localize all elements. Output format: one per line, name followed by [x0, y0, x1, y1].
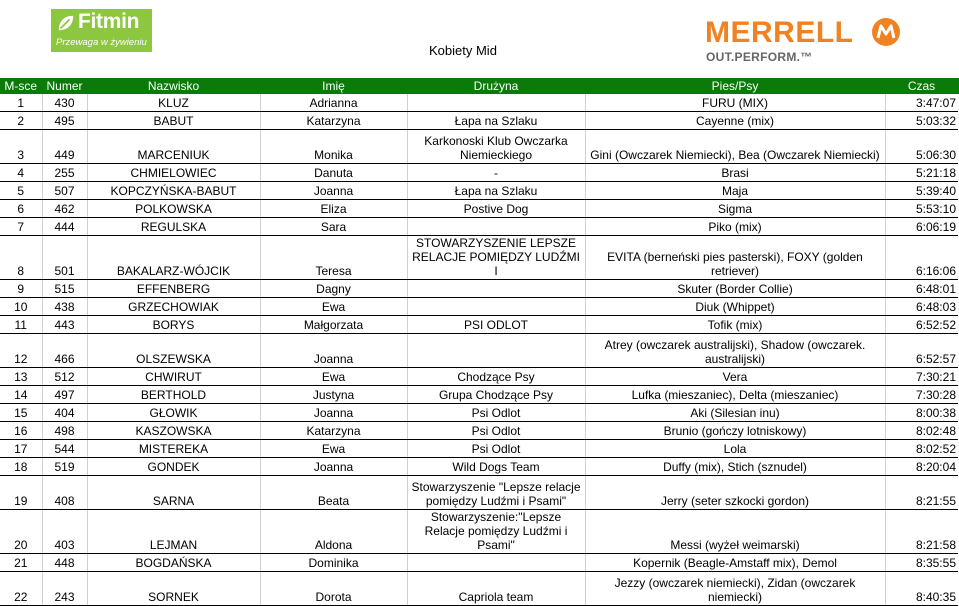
table-row — [0, 554, 958, 572]
cell-first-name: Dominika — [260, 554, 407, 572]
cell-time: 5:21:18 — [885, 164, 958, 182]
cell-team: Grupa Chodzące Psy — [407, 386, 585, 404]
cell-team: Capriola team — [407, 572, 585, 606]
cell-team: Postive Dog — [407, 200, 585, 218]
table-row — [0, 182, 958, 200]
cell-number: 462 — [42, 200, 87, 218]
cell-number: 495 — [42, 112, 87, 130]
cell-place: 13 — [0, 368, 42, 386]
cell-team: Psi Odlot — [407, 422, 585, 440]
cell-place: 19 — [0, 476, 42, 510]
cell-number: 430 — [42, 94, 87, 112]
column-header-number: Numer — [42, 78, 87, 94]
cell-surname: GONDEK — [87, 458, 260, 476]
cell-team: Wild Dogs Team — [407, 458, 585, 476]
cell-team: Psi Odlot — [407, 440, 585, 458]
table-row — [0, 458, 958, 476]
cell-first-name: Teresa — [260, 236, 407, 280]
cell-dogs: Jezzy (owczarek niemiecki), Zidan (owczarek niemiecki) — [585, 572, 885, 606]
cell-dogs: EVITA (berneński pies pasterski), FOXY (golden retriever) — [585, 236, 885, 280]
cell-time: 6:48:03 — [885, 298, 958, 316]
table-row — [0, 298, 958, 316]
leaf-icon — [57, 14, 75, 32]
cell-team: PSI ODLOT — [407, 316, 585, 334]
cell-surname: BABUT — [87, 112, 260, 130]
cell-place: 20 — [0, 510, 42, 554]
cell-dogs: Messi (wyżeł weimarski) — [585, 510, 885, 554]
cell-first-name: Joanna — [260, 334, 407, 368]
cell-dogs: Skuter (Border Collie) — [585, 280, 885, 298]
merrell-logo-tagline: OUT.PERFORM.™ — [706, 50, 813, 64]
cell-team — [407, 298, 585, 316]
cell-time: 5:53:10 — [885, 200, 958, 218]
cell-number: 512 — [42, 368, 87, 386]
cell-surname: SARNA — [87, 476, 260, 510]
column-header-surname: Nazwisko — [87, 78, 260, 94]
cell-surname: KOPCZYŃSKA-BABUT — [87, 182, 260, 200]
cell-place: 5 — [0, 182, 42, 200]
results-table — [0, 78, 959, 606]
merrell-logo-name: MERRELL — [705, 16, 854, 49]
column-header-first-name: Imię — [260, 78, 407, 94]
cell-surname: POLKOWSKA — [87, 200, 260, 218]
cell-team: Karkonoski Klub Owczarka Niemieckiego — [407, 130, 585, 164]
table-row — [0, 404, 958, 422]
cell-number: 498 — [42, 422, 87, 440]
cell-time: 8:40:35 — [885, 572, 958, 606]
cell-number: 466 — [42, 334, 87, 368]
merrell-logo — [705, 16, 905, 64]
cell-number: 507 — [42, 182, 87, 200]
table-row — [0, 94, 958, 112]
cell-time: 5:39:40 — [885, 182, 958, 200]
cell-number: 403 — [42, 510, 87, 554]
table-row — [0, 334, 958, 368]
table-row — [0, 316, 958, 334]
cell-team: Stowarzyszenie:"Lepsze Relacje pomiędzy Ludźmi i Psami" — [407, 510, 585, 554]
cell-surname: KLUZ — [87, 94, 260, 112]
table-row — [0, 200, 958, 218]
cell-first-name: Eliza — [260, 200, 407, 218]
cell-place: 15 — [0, 404, 42, 422]
cell-place: 1 — [0, 94, 42, 112]
table-row — [0, 112, 958, 130]
cell-number: 515 — [42, 280, 87, 298]
fitmin-logo — [51, 9, 152, 52]
cell-dogs: Kopernik (Beagle-Amstaff mix), Demol — [585, 554, 885, 572]
table-header-row — [0, 78, 958, 94]
table-row — [0, 476, 958, 510]
cell-place: 4 — [0, 164, 42, 182]
cell-dogs: Atrey (owczarek australijski), Shadow (owczarek. australijski) — [585, 334, 885, 368]
cell-place: 22 — [0, 572, 42, 606]
cell-first-name: Joanna — [260, 458, 407, 476]
cell-number: 449 — [42, 130, 87, 164]
table-row — [0, 280, 958, 298]
cell-place: 3 — [0, 130, 42, 164]
cell-time: 8:20:04 — [885, 458, 958, 476]
cell-dogs: Brunio (gończy lotniskowy) — [585, 422, 885, 440]
cell-place: 2 — [0, 112, 42, 130]
cell-first-name: Joanna — [260, 404, 407, 422]
cell-dogs: FURU (MIX) — [585, 94, 885, 112]
cell-surname: MARCENIUK — [87, 130, 260, 164]
cell-team: - — [407, 164, 585, 182]
cell-first-name: Dagny — [260, 280, 407, 298]
cell-time: 8:21:58 — [885, 510, 958, 554]
cell-time: 8:02:52 — [885, 440, 958, 458]
table-row — [0, 386, 958, 404]
cell-dogs: Brasi — [585, 164, 885, 182]
cell-dogs: Tofik (mix) — [585, 316, 885, 334]
cell-time: 7:30:28 — [885, 386, 958, 404]
cell-team — [407, 334, 585, 368]
cell-place: 12 — [0, 334, 42, 368]
cell-number: 444 — [42, 218, 87, 236]
cell-team — [407, 280, 585, 298]
cell-place: 6 — [0, 200, 42, 218]
cell-place: 9 — [0, 280, 42, 298]
cell-dogs: Vera — [585, 368, 885, 386]
cell-place: 21 — [0, 554, 42, 572]
cell-dogs: Aki (Silesian inu) — [585, 404, 885, 422]
cell-surname: SORNEK — [87, 572, 260, 606]
cell-first-name: Ewa — [260, 368, 407, 386]
cell-time: 6:52:57 — [885, 334, 958, 368]
cell-place: 7 — [0, 218, 42, 236]
cell-number: 243 — [42, 572, 87, 606]
cell-dogs: Cayenne (mix) — [585, 112, 885, 130]
column-header-team: Drużyna — [407, 78, 585, 94]
cell-first-name: Danuta — [260, 164, 407, 182]
cell-surname: GŁOWIK — [87, 404, 260, 422]
cell-first-name: Małgorzata — [260, 316, 407, 334]
cell-number: 443 — [42, 316, 87, 334]
cell-surname: KASZOWSKA — [87, 422, 260, 440]
cell-number: 497 — [42, 386, 87, 404]
cell-dogs: Gini (Owczarek Niemiecki), Bea (Owczarek Niemiecki) — [585, 130, 885, 164]
cell-first-name: Beata — [260, 476, 407, 510]
cell-dogs: Piko (mix) — [585, 218, 885, 236]
cell-time: 8:02:48 — [885, 422, 958, 440]
cell-surname: MISTEREKA — [87, 440, 260, 458]
cell-first-name: Dorota — [260, 572, 407, 606]
table-row — [0, 164, 958, 182]
cell-number: 448 — [42, 554, 87, 572]
table-row — [0, 218, 958, 236]
cell-first-name: Katarzyna — [260, 112, 407, 130]
cell-time: 5:06:30 — [885, 130, 958, 164]
cell-number: 438 — [42, 298, 87, 316]
cell-number: 519 — [42, 458, 87, 476]
cell-first-name: Justyna — [260, 386, 407, 404]
cell-surname: LEJMAN — [87, 510, 260, 554]
cell-time: 8:21:55 — [885, 476, 958, 510]
cell-place: 10 — [0, 298, 42, 316]
column-header-place: M-sce — [0, 78, 42, 94]
cell-time: 7:30:21 — [885, 368, 958, 386]
cell-team: Łapa na Szlaku — [407, 112, 585, 130]
cell-dogs: Lola — [585, 440, 885, 458]
cell-surname: BAKALARZ-WÓJCIK — [87, 236, 260, 280]
merrell-m-icon — [871, 17, 901, 47]
table-row — [0, 510, 958, 554]
table-row — [0, 236, 958, 280]
page-title: Kobiety Mid — [429, 43, 497, 58]
cell-team: STOWARZYSZENIE LEPSZE RELACJE POMIĘDZY LUDŹMI I — [407, 236, 585, 280]
cell-number: 408 — [42, 476, 87, 510]
cell-time: 8:35:55 — [885, 554, 958, 572]
column-header-time: Czas — [885, 78, 958, 94]
cell-team — [407, 554, 585, 572]
cell-place: 17 — [0, 440, 42, 458]
cell-surname: REGULSKA — [87, 218, 260, 236]
cell-dogs: Sigma — [585, 200, 885, 218]
cell-first-name: Joanna — [260, 182, 407, 200]
cell-first-name: Katarzyna — [260, 422, 407, 440]
cell-surname: GRZECHOWIAK — [87, 298, 260, 316]
cell-surname: CHWIRUT — [87, 368, 260, 386]
cell-surname: BERTHOLD — [87, 386, 260, 404]
table-row — [0, 440, 958, 458]
cell-first-name: Sara — [260, 218, 407, 236]
results-table-body — [0, 94, 958, 606]
cell-team — [407, 218, 585, 236]
cell-first-name: Adrianna — [260, 94, 407, 112]
cell-dogs: Duffy (mix), Stich (sznudel) — [585, 458, 885, 476]
cell-place: 18 — [0, 458, 42, 476]
cell-dogs: Maja — [585, 182, 885, 200]
cell-first-name: Monika — [260, 130, 407, 164]
cell-time: 6:52:52 — [885, 316, 958, 334]
column-header-dogs: Pies/Psy — [585, 78, 885, 94]
table-row — [0, 130, 958, 164]
cell-number: 501 — [42, 236, 87, 280]
cell-time: 5:03:32 — [885, 112, 958, 130]
table-row — [0, 422, 958, 440]
cell-place: 11 — [0, 316, 42, 334]
cell-number: 544 — [42, 440, 87, 458]
cell-surname: CHMIELOWIEC — [87, 164, 260, 182]
cell-team: Stowarzyszenie "Lepsze relacje pomiędzy Ludźmi i Psami" — [407, 476, 585, 510]
cell-time: 3:47:07 — [885, 94, 958, 112]
cell-dogs: Lufka (mieszaniec), Delta (mieszaniec) — [585, 386, 885, 404]
cell-surname: BOGDAŃSKA — [87, 554, 260, 572]
cell-surname: EFFENBERG — [87, 280, 260, 298]
cell-place: 16 — [0, 422, 42, 440]
fitmin-logo-tagline: Przewaga w żywieniu — [56, 37, 147, 48]
cell-dogs: Jerry (seter szkocki gordon) — [585, 476, 885, 510]
table-row — [0, 572, 958, 606]
cell-time: 6:06:19 — [885, 218, 958, 236]
cell-number: 404 — [42, 404, 87, 422]
table-row — [0, 368, 958, 386]
cell-place: 8 — [0, 236, 42, 280]
cell-surname: BORYS — [87, 316, 260, 334]
cell-time: 8:00:38 — [885, 404, 958, 422]
cell-first-name: Aldona — [260, 510, 407, 554]
cell-team: Psi Odlot — [407, 404, 585, 422]
cell-team: Chodzące Psy — [407, 368, 585, 386]
fitmin-logo-name: Fitmin — [78, 10, 140, 33]
cell-surname: OLSZEWSKA — [87, 334, 260, 368]
cell-first-name: Ewa — [260, 440, 407, 458]
cell-place: 14 — [0, 386, 42, 404]
cell-number: 255 — [42, 164, 87, 182]
cell-first-name: Ewa — [260, 298, 407, 316]
cell-time: 6:48:01 — [885, 280, 958, 298]
cell-time: 6:16:06 — [885, 236, 958, 280]
cell-team — [407, 94, 585, 112]
cell-team: Łapa na Szlaku — [407, 182, 585, 200]
cell-dogs: Diuk (Whippet) — [585, 298, 885, 316]
